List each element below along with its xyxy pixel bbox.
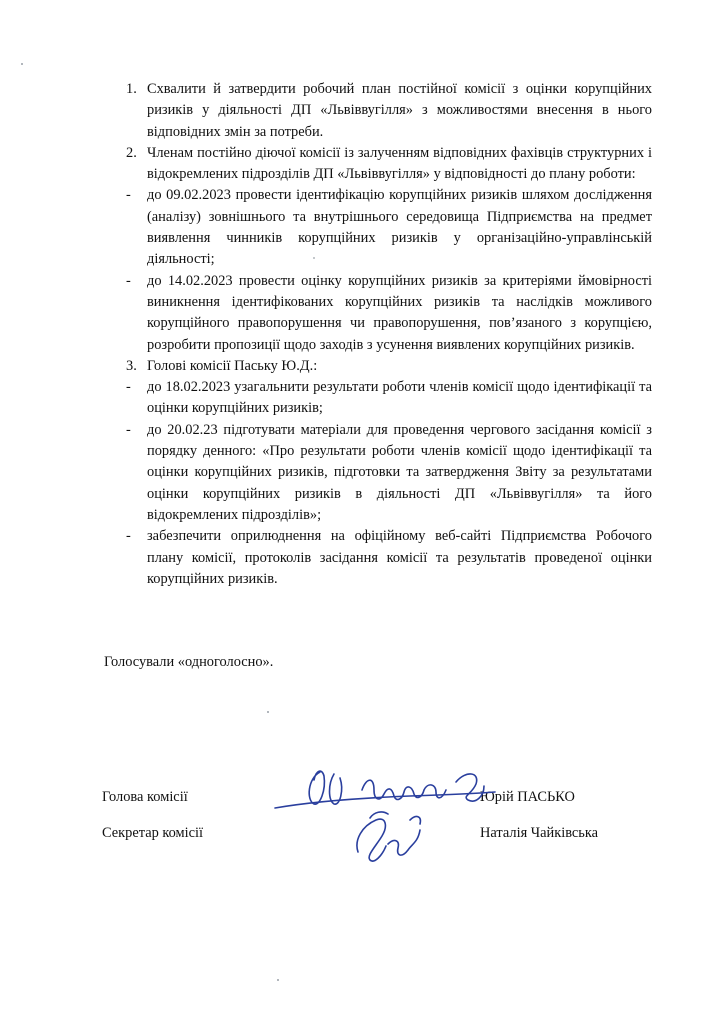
- item-text: до 20.02.23 підготувати матеріали для проведення чергового засідання комісії з порядку денного: «Про результати роботи членів комісії щодо ідентифікації та оцінки корупційних ризиків, підготовки та затвердження Звіту за результатами оцінки корупційних ризиків в діяльності ДП «Львіввугілля» та його відокремлених підрозділів»;: [147, 421, 652, 523]
- list-item: [104, 143, 652, 186]
- item-text: до 09.02.2023 провести ідентифікацію корупційних ризиків шляхом дослідження (аналізу) зовнішнього та внутрішнього середовища Підприємства на предмет виявлення чинників корупційних ризиків у організаційно-управлінській діяльності;: [147, 187, 652, 268]
- vote-result: Голосували «одноголосно».: [104, 654, 274, 670]
- item-marker: 1.: [126, 81, 137, 97]
- item-marker: 3.: [126, 357, 137, 374]
- resolution-list: [104, 79, 652, 590]
- item-text: до 18.02.2023 узагальнити результати роботи членів комісії щодо ідентифікації та оцінки корупційних ризиків;: [147, 379, 652, 417]
- item-text: забезпечити оприлюднення на офіційному веб-сайті Підприємства Робочого плану комісії, протоколів засідання комісії та результатів проведеної оцінки корупційних ризиків.: [147, 528, 652, 587]
- list-item: [104, 271, 652, 356]
- item-text: Членам постійно діючої комісії із залученням відповідних фахівців структурних і відокремлених підрозділів ДП «Львіввугілля» у відповідності до плану роботи:: [147, 144, 652, 183]
- list-item: [104, 526, 652, 590]
- list-item: [104, 356, 652, 377]
- list-item: [104, 79, 652, 143]
- list-item: [104, 420, 652, 526]
- handwritten-signature: [270, 760, 500, 870]
- item-marker: -: [126, 187, 131, 204]
- chairman-name: Юрій ПАСЬКО: [480, 789, 575, 805]
- item-marker: -: [126, 379, 131, 396]
- list-item: [104, 185, 652, 270]
- secretary-name: Наталія Чайківська: [480, 825, 599, 841]
- chairman-role: Голова комісії: [102, 789, 188, 805]
- item-marker: -: [126, 272, 131, 289]
- item-marker: -: [126, 421, 131, 438]
- item-marker: 2.: [126, 144, 137, 161]
- item-marker: -: [126, 528, 131, 545]
- item-text: до 14.02.2023 провести оцінку корупційних ризиків за критеріями ймовірності виникнення ідентифікованих корупційних ризиків та наслідків можливого корупційного правопорушення чи правопорушення, пов’язаного з корупцією, розробити пропозиції щодо заходів з усунення виявлених корупційних ризиків.: [147, 272, 652, 353]
- secretary-role: Секретар комісії: [102, 825, 204, 841]
- item-text: Голові комісії Паську Ю.Д.:: [147, 357, 318, 374]
- item-text: Схвалити й затвердити робочий план постійної комісії з оцінки корупційних ризиків у діяльності ДП «Львіввугілля» з можливостями внесення в нього відповідних змін за потреби.: [147, 81, 652, 140]
- list-item: [104, 377, 652, 420]
